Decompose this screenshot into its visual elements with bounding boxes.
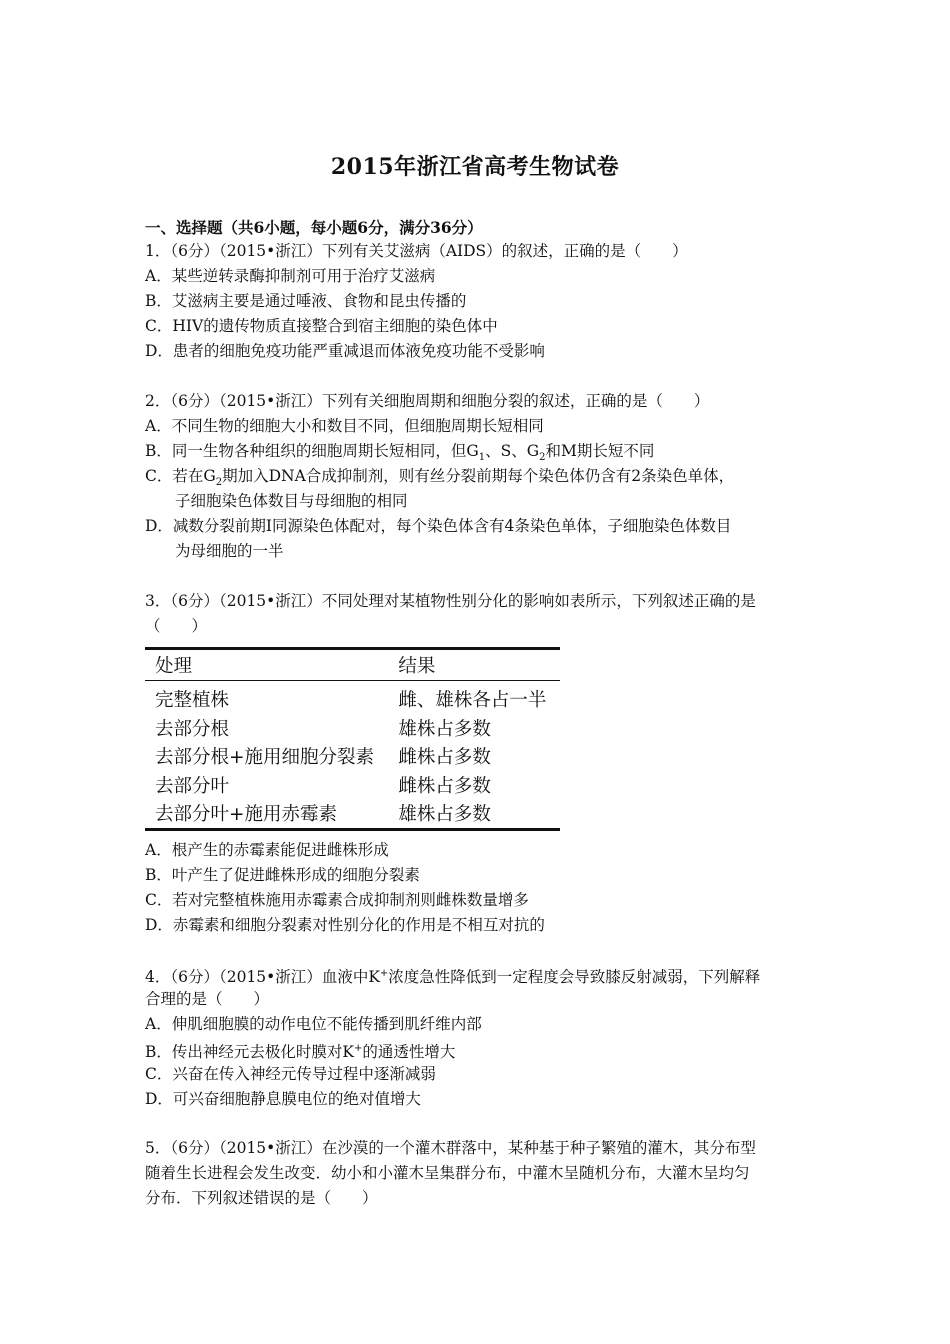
option-b-text-2: 的通透性增大 (362, 1043, 456, 1062)
table-cell: 去部分根+施用细胞分裂素 (155, 747, 375, 769)
question-2-option-d-continued: 为母细胞的一半 (175, 542, 284, 560)
option-b-text-1: B．同一生物各种组织的细胞周期长短相同，但G (145, 442, 479, 460)
table-cell: 雌株占多数 (398, 747, 491, 769)
question-1-option-a[interactable]: A．某些逆转录酶抑制剂可用于治疗艾滋病 (145, 267, 436, 285)
table-cell: 去部分根 (155, 718, 230, 740)
superscript-plus: + (379, 968, 389, 979)
table-row (145, 771, 560, 800)
question-1-option-d[interactable]: D．患者的细胞免疫功能严重减退而体液免疫功能不受影响 (145, 342, 545, 360)
subscript-g2: 2 (215, 477, 223, 489)
question-5-stem-line-3: 分布．下列叙述错误的是（ ） (145, 1189, 378, 1207)
question-2-option-d[interactable]: D．减数分裂前期Ⅰ同源染色体配对，每个染色体含有4条染色单体，子细胞染色体数目 (145, 517, 732, 535)
table-cell: 去部分叶 (155, 775, 230, 797)
question-2-option-c-continued: 子细胞染色体数目与母细胞的相同 (175, 492, 408, 510)
question-3-option-a[interactable]: A．根产生的赤霉素能促进雌株形成 (145, 841, 389, 859)
question-3-option-c[interactable]: C．若对完整植株施用赤霉素合成抑制剂则雌株数量增多 (145, 891, 529, 909)
treatment-result-table (145, 647, 560, 831)
question-2-option-b[interactable] (145, 441, 654, 468)
question-3-stem-continued: （ ） (145, 617, 208, 635)
question-4-option-d[interactable]: D．可兴奋细胞静息膜电位的绝对值增大 (145, 1090, 421, 1108)
section-heading: 一、选择题（共6小题，每小题6分，满分36分） (145, 218, 483, 237)
table-cell: 雄株占多数 (398, 718, 491, 740)
option-b-text-3: 和M期长短不同 (545, 442, 655, 460)
subscript-1: 1 (478, 452, 486, 464)
subscript-2: 2 (539, 452, 546, 464)
option-b-text-2: 、S、G (485, 442, 540, 460)
table-row (145, 714, 560, 743)
question-3-stem: 3．（6分）（2015•浙江）不同处理对某植物性别分化的影响如表所示，下列叙述正确的是 (145, 592, 756, 610)
page-title: 2015年浙江省高考生物试卷 (330, 154, 620, 180)
question-4-option-a[interactable]: A．伸肌细胞膜的动作电位不能传播到肌纤维内部 (145, 1015, 482, 1033)
table-header-result: 结果 (398, 656, 436, 677)
question-2-stem: 2．（6分）（2015•浙江）下列有关细胞周期和细胞分裂的叙述，正确的是（ ） (145, 392, 710, 410)
superscript-plus: + (353, 1043, 363, 1054)
question-1-option-b[interactable]: B．艾滋病主要是通过唾液、食物和昆虫传播的 (145, 292, 467, 310)
question-3-option-d[interactable]: D．赤霉素和细胞分裂素对性别分化的作用是不相互对抗的 (145, 916, 545, 934)
table-row (145, 799, 560, 829)
question-4-stem (145, 964, 760, 987)
option-c-text-2: 期加入DNA合成抑制剂，则有丝分裂前期每个染色体仍含有2条染色单体， (222, 467, 735, 485)
table-cell: 雌、雄株各占一半 (398, 690, 547, 712)
option-c-text-1: C．若在G (145, 467, 216, 485)
question-4-option-b[interactable] (145, 1039, 455, 1062)
question-1-option-c[interactable]: C．HIV的遗传物质直接整合到宿主细胞的染色体中 (145, 317, 498, 335)
stem-text-1: 4．（6分）（2015•浙江）血液中K (145, 968, 380, 987)
table-cell: 雌株占多数 (398, 775, 491, 797)
table-cell: 完整植株 (155, 690, 230, 712)
table-header-row (145, 649, 560, 681)
question-4-option-c[interactable]: C．兴奋在传入神经元传导过程中逐渐减弱 (145, 1065, 436, 1083)
question-1-stem: 1．（6分）（2015•浙江）下列有关艾滋病（AIDS）的叙述，正确的是（ ） (145, 242, 688, 260)
question-3-option-b[interactable]: B．叶产生了促进雌株形成的细胞分裂素 (145, 866, 420, 884)
question-2-option-c[interactable] (145, 466, 734, 493)
table-cell: 去部分叶+施用赤霉素 (155, 804, 338, 826)
table-cell: 雄株占多数 (398, 804, 491, 826)
table-header-treatment: 处理 (155, 656, 193, 677)
option-b-text-1: B．传出神经元去极化时膜对K (145, 1043, 354, 1062)
stem-text-2: 浓度急性降低到一定程度会导致膝反射减弱，下列解释 (388, 968, 761, 987)
question-5-stem-line-2: 随着生长进程会发生改变．幼小和小灌木呈集群分布，中灌木呈随机分布，大灌木呈均匀 (145, 1164, 750, 1182)
question-2-option-a[interactable]: A．不同生物的细胞大小和数目不同，但细胞周期长短相同 (145, 417, 544, 435)
table-row (145, 681, 560, 714)
question-5-stem: 5．（6分）（2015•浙江）在沙漠的一个灌木群落中，某种基于种子繁殖的灌木，其分布型 (145, 1139, 756, 1157)
question-4-stem-continued: 合理的是（ ） (145, 990, 270, 1008)
table-row (145, 742, 560, 771)
